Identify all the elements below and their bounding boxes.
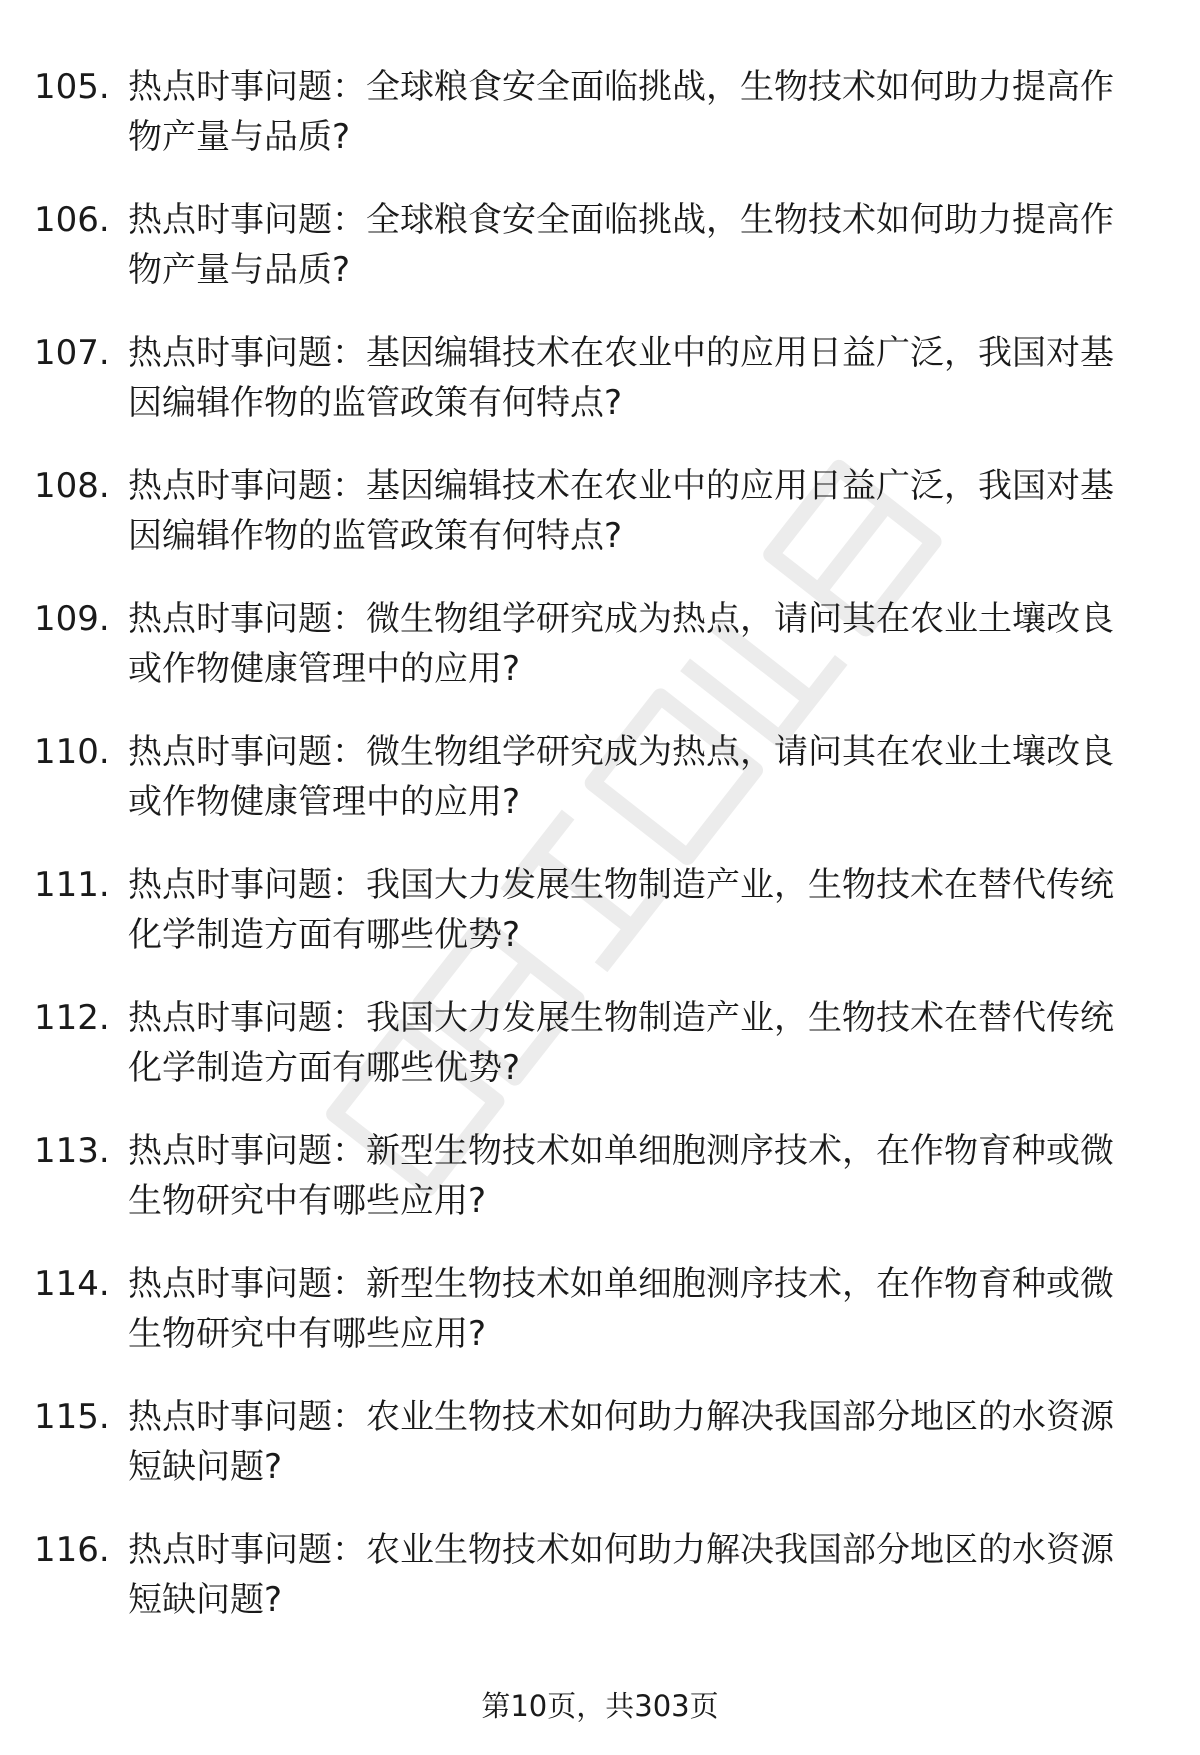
question-item bbox=[0, 1259, 1200, 1392]
question-item bbox=[0, 993, 1200, 1126]
question-number: 112. bbox=[34, 998, 110, 1038]
question-number: 115. bbox=[34, 1397, 110, 1437]
question-number: 106. bbox=[34, 200, 110, 240]
question-item bbox=[0, 1525, 1200, 1658]
question-item bbox=[0, 461, 1200, 594]
question-text: 热点时事问题：全球粮食安全面临挑战，生物技术如何助力提高作物产量与品质? bbox=[128, 67, 1114, 157]
question-text: 热点时事问题：微生物组学研究成为热点，请问其在农业土壤改良或作物健康管理中的应用? bbox=[128, 599, 1114, 689]
question-item bbox=[0, 860, 1200, 993]
question-text: 热点时事问题：我国大力发展生物制造产业，生物技术在替代传统化学制造方面有哪些优势? bbox=[128, 998, 1114, 1088]
question-text: 热点时事问题：新型生物技术如单细胞测序技术，在作物育种或微生物研究中有哪些应用? bbox=[128, 1264, 1114, 1354]
question-item bbox=[0, 328, 1200, 461]
question-item bbox=[0, 62, 1200, 195]
question-item bbox=[0, 727, 1200, 860]
question-number: 107. bbox=[34, 333, 110, 373]
question-text: 热点时事问题：农业生物技术如何助力解决我国部分地区的水资源短缺问题? bbox=[128, 1397, 1114, 1487]
question-item bbox=[0, 1392, 1200, 1525]
question-number: 110. bbox=[34, 732, 110, 772]
question-text: 热点时事问题：微生物组学研究成为热点，请问其在农业土壤改良或作物健康管理中的应用? bbox=[128, 732, 1114, 822]
question-number: 116. bbox=[34, 1530, 110, 1570]
question-number: 109. bbox=[34, 599, 110, 639]
question-text: 热点时事问题：基因编辑技术在农业中的应用日益广泛，我国对基因编辑作物的监管政策有何特点? bbox=[128, 333, 1114, 423]
question-item bbox=[0, 594, 1200, 727]
question-number: 113. bbox=[34, 1131, 110, 1171]
question-text: 热点时事问题：新型生物技术如单细胞测序技术，在作物育种或微生物研究中有哪些应用? bbox=[128, 1131, 1114, 1221]
question-number: 111. bbox=[34, 865, 110, 905]
question-number: 114. bbox=[34, 1264, 110, 1304]
question-item bbox=[0, 1126, 1200, 1259]
page-number-footer: 第10页，共303页 bbox=[481, 1689, 719, 1723]
question-list bbox=[0, 62, 1200, 1658]
question-text: 热点时事问题：基因编辑技术在农业中的应用日益广泛，我国对基因编辑作物的监管政策有何特点? bbox=[128, 466, 1114, 556]
question-number: 105. bbox=[34, 67, 110, 107]
question-text: 热点时事问题：我国大力发展生物制造产业，生物技术在替代传统化学制造方面有哪些优势? bbox=[128, 865, 1114, 955]
question-number: 108. bbox=[34, 466, 110, 506]
question-text: 热点时事问题：全球粮食安全面临挑战，生物技术如何助力提高作物产量与品质? bbox=[128, 200, 1114, 290]
question-item bbox=[0, 195, 1200, 328]
question-text: 热点时事问题：农业生物技术如何助力解决我国部分地区的水资源短缺问题? bbox=[128, 1530, 1114, 1620]
